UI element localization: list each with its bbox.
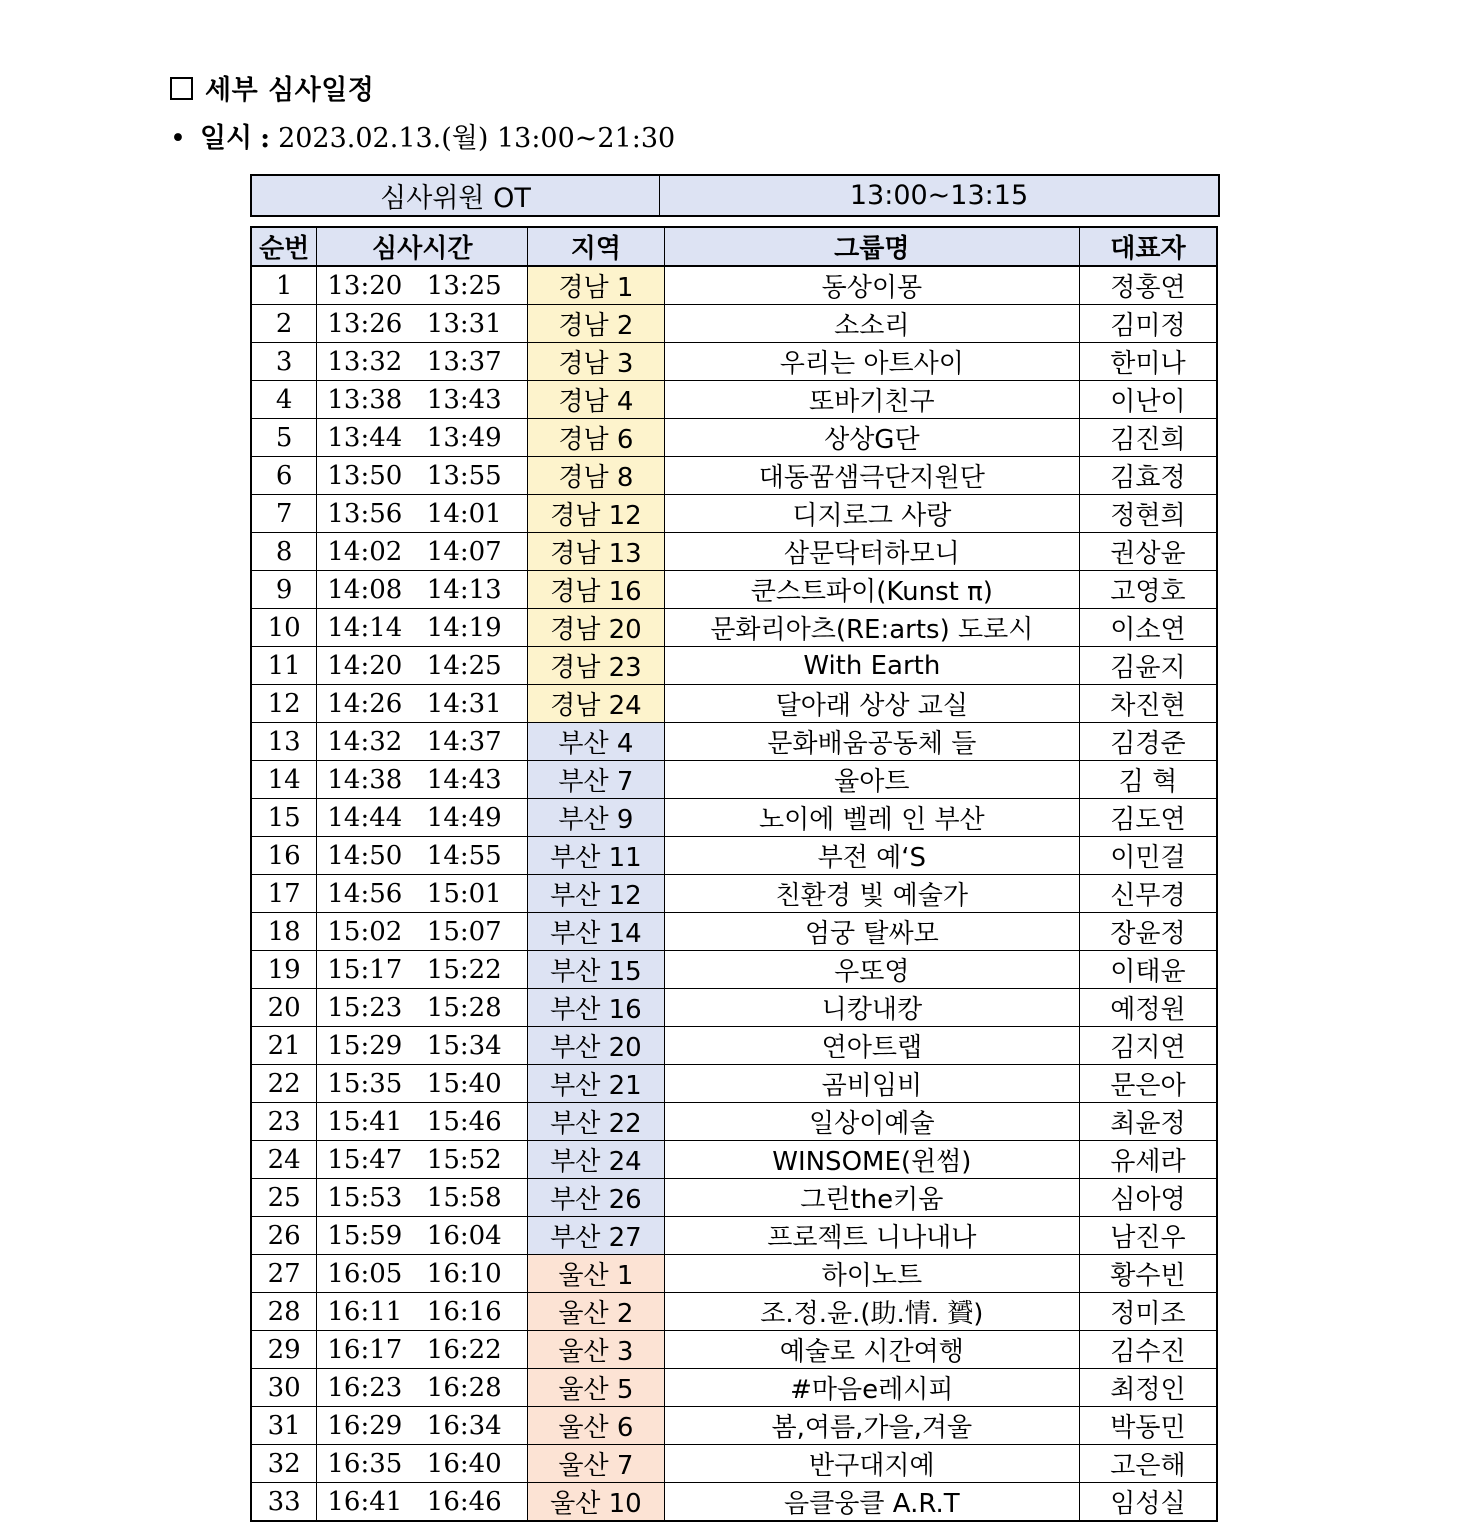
cell-representative: 김 혁 <box>1079 761 1217 799</box>
cell-region: 경남 3 <box>528 343 665 381</box>
cell-representative: 최윤정 <box>1079 1103 1217 1141</box>
cell-group-name: #마음e레시피 <box>664 1369 1079 1407</box>
cell-end-time: 15:28 <box>411 989 528 1027</box>
table-row <box>251 1141 1217 1179</box>
cell-region: 경남 4 <box>528 381 665 419</box>
table-row <box>251 913 1217 951</box>
cell-start-time: 16:29 <box>317 1407 411 1445</box>
cell-group-name: 예술로 시간여행 <box>664 1331 1079 1369</box>
cell-end-time: 13:49 <box>411 419 528 457</box>
cell-start-time: 15:23 <box>317 989 411 1027</box>
cell-start-time: 13:20 <box>317 266 411 305</box>
cell-group-name: 조.정.윤.(助.情. 贇) <box>664 1293 1079 1331</box>
cell-representative: 김지연 <box>1079 1027 1217 1065</box>
cell-start-time: 14:20 <box>317 647 411 685</box>
table-row <box>251 799 1217 837</box>
cell-end-time: 13:25 <box>411 266 528 305</box>
date-colon: : <box>260 123 271 154</box>
cell-region: 부산 14 <box>528 913 665 951</box>
cell-group-name: 친환경 빛 예술가 <box>664 875 1079 913</box>
cell-no: 24 <box>251 1141 317 1179</box>
cell-no: 33 <box>251 1483 317 1522</box>
table-row <box>251 1179 1217 1217</box>
cell-region: 부산 4 <box>528 723 665 761</box>
cell-representative: 권상윤 <box>1079 533 1217 571</box>
cell-no: 16 <box>251 837 317 875</box>
ot-row <box>251 175 1219 216</box>
cell-group-name: 노이에 벨레 인 부산 <box>664 799 1079 837</box>
table-row <box>251 266 1217 305</box>
table-row <box>251 457 1217 495</box>
cell-group-name: 봄,여름,가을,겨울 <box>664 1407 1079 1445</box>
cell-end-time: 14:19 <box>411 609 528 647</box>
cell-no: 2 <box>251 305 317 343</box>
cell-start-time: 14:08 <box>317 571 411 609</box>
col-header-rep: 대표자 <box>1079 227 1217 266</box>
cell-end-time: 14:01 <box>411 495 528 533</box>
cell-start-time: 14:26 <box>317 685 411 723</box>
cell-start-time: 16:17 <box>317 1331 411 1369</box>
cell-region: 부산 27 <box>528 1217 665 1255</box>
cell-region: 울산 7 <box>528 1445 665 1483</box>
cell-end-time: 14:31 <box>411 685 528 723</box>
cell-no: 10 <box>251 609 317 647</box>
col-header-time: 심사시간 <box>317 227 528 266</box>
table-row <box>251 1483 1217 1522</box>
date-value: 2023.02.13.(월) 13:00~21:30 <box>278 123 676 154</box>
date-line <box>170 116 675 155</box>
cell-no: 28 <box>251 1293 317 1331</box>
table-row <box>251 533 1217 571</box>
table-row <box>251 1445 1217 1483</box>
cell-representative: 이난이 <box>1079 381 1217 419</box>
cell-group-name: 대동꿈샘극단지원단 <box>664 457 1079 495</box>
ot-table <box>250 174 1220 217</box>
cell-start-time: 15:02 <box>317 913 411 951</box>
cell-region: 경남 1 <box>528 266 665 305</box>
cell-representative: 한미나 <box>1079 343 1217 381</box>
cell-region: 부산 16 <box>528 989 665 1027</box>
table-row <box>251 723 1217 761</box>
cell-start-time: 16:05 <box>317 1255 411 1293</box>
cell-start-time: 16:23 <box>317 1369 411 1407</box>
cell-region: 부산 9 <box>528 799 665 837</box>
cell-start-time: 13:26 <box>317 305 411 343</box>
cell-representative: 김윤지 <box>1079 647 1217 685</box>
table-row <box>251 1407 1217 1445</box>
cell-end-time: 15:22 <box>411 951 528 989</box>
cell-group-name: 프로젝트 니나내나 <box>664 1217 1079 1255</box>
cell-region: 울산 2 <box>528 1293 665 1331</box>
table-row <box>251 1331 1217 1369</box>
cell-end-time: 13:31 <box>411 305 528 343</box>
cell-end-time: 14:25 <box>411 647 528 685</box>
cell-start-time: 16:41 <box>317 1483 411 1522</box>
cell-region: 부산 12 <box>528 875 665 913</box>
cell-end-time: 13:55 <box>411 457 528 495</box>
cell-end-time: 15:34 <box>411 1027 528 1065</box>
cell-representative: 심아영 <box>1079 1179 1217 1217</box>
cell-no: 5 <box>251 419 317 457</box>
table-row <box>251 989 1217 1027</box>
cell-region: 부산 22 <box>528 1103 665 1141</box>
table-row <box>251 1255 1217 1293</box>
cell-representative: 고은해 <box>1079 1445 1217 1483</box>
table-row <box>251 343 1217 381</box>
cell-no: 17 <box>251 875 317 913</box>
table-row <box>251 609 1217 647</box>
cell-region: 경남 16 <box>528 571 665 609</box>
cell-region: 울산 6 <box>528 1407 665 1445</box>
cell-group-name: 그린the키움 <box>664 1179 1079 1217</box>
table-row <box>251 1369 1217 1407</box>
cell-start-time: 13:32 <box>317 343 411 381</box>
cell-region: 부산 11 <box>528 837 665 875</box>
cell-start-time: 14:32 <box>317 723 411 761</box>
cell-representative: 김진희 <box>1079 419 1217 457</box>
cell-representative: 이소연 <box>1079 609 1217 647</box>
cell-no: 27 <box>251 1255 317 1293</box>
cell-end-time: 16:34 <box>411 1407 528 1445</box>
cell-start-time: 13:56 <box>317 495 411 533</box>
cell-no: 3 <box>251 343 317 381</box>
cell-group-name: 엄궁 탈싸모 <box>664 913 1079 951</box>
cell-region: 부산 21 <box>528 1065 665 1103</box>
cell-start-time: 15:35 <box>317 1065 411 1103</box>
cell-start-time: 15:17 <box>317 951 411 989</box>
cell-no: 1 <box>251 266 317 305</box>
cell-group-name: 또바기친구 <box>664 381 1079 419</box>
cell-end-time: 14:13 <box>411 571 528 609</box>
cell-end-time: 14:55 <box>411 837 528 875</box>
cell-end-time: 15:01 <box>411 875 528 913</box>
cell-no: 30 <box>251 1369 317 1407</box>
table-row <box>251 761 1217 799</box>
cell-start-time: 14:02 <box>317 533 411 571</box>
cell-end-time: 15:52 <box>411 1141 528 1179</box>
cell-end-time: 16:28 <box>411 1369 528 1407</box>
cell-representative: 김경준 <box>1079 723 1217 761</box>
cell-no: 11 <box>251 647 317 685</box>
cell-no: 4 <box>251 381 317 419</box>
table-row <box>251 685 1217 723</box>
schedule-table <box>250 226 1218 1522</box>
cell-end-time: 14:37 <box>411 723 528 761</box>
cell-region: 부산 15 <box>528 951 665 989</box>
cell-end-time: 16:22 <box>411 1331 528 1369</box>
cell-group-name: 우리는 아트사이 <box>664 343 1079 381</box>
cell-start-time: 15:29 <box>317 1027 411 1065</box>
table-row <box>251 837 1217 875</box>
table-row <box>251 381 1217 419</box>
page-title <box>170 68 374 107</box>
cell-representative: 김효정 <box>1079 457 1217 495</box>
cell-group-name: 하이노트 <box>664 1255 1079 1293</box>
cell-representative: 김미정 <box>1079 305 1217 343</box>
cell-group-name: 소소리 <box>664 305 1079 343</box>
cell-no: 31 <box>251 1407 317 1445</box>
table-row <box>251 1027 1217 1065</box>
cell-end-time: 13:43 <box>411 381 528 419</box>
table-row <box>251 1103 1217 1141</box>
cell-group-name: 디지로그 사랑 <box>664 495 1079 533</box>
cell-start-time: 15:47 <box>317 1141 411 1179</box>
cell-group-name: 상상G단 <box>664 419 1079 457</box>
cell-representative: 문은아 <box>1079 1065 1217 1103</box>
cell-region: 경남 13 <box>528 533 665 571</box>
cell-group-name: 연아트랩 <box>664 1027 1079 1065</box>
cell-end-time: 16:10 <box>411 1255 528 1293</box>
cell-start-time: 15:53 <box>317 1179 411 1217</box>
table-row <box>251 875 1217 913</box>
cell-region: 경남 8 <box>528 457 665 495</box>
cell-group-name: 율아트 <box>664 761 1079 799</box>
cell-region: 부산 20 <box>528 1027 665 1065</box>
table-row <box>251 419 1217 457</box>
cell-end-time: 14:07 <box>411 533 528 571</box>
cell-group-name: 삼문닥터하모니 <box>664 533 1079 571</box>
cell-representative: 장윤정 <box>1079 913 1217 951</box>
ot-time: 13:00~13:15 <box>660 175 1220 216</box>
title-text: 세부 심사일정 <box>205 75 375 106</box>
cell-start-time: 14:14 <box>317 609 411 647</box>
cell-start-time: 13:50 <box>317 457 411 495</box>
cell-no: 20 <box>251 989 317 1027</box>
cell-group-name: 일상이예술 <box>664 1103 1079 1141</box>
cell-group-name: 쿤스트파이(Kunst π) <box>664 571 1079 609</box>
cell-region: 울산 5 <box>528 1369 665 1407</box>
cell-end-time: 14:49 <box>411 799 528 837</box>
cell-no: 8 <box>251 533 317 571</box>
cell-no: 18 <box>251 913 317 951</box>
cell-no: 14 <box>251 761 317 799</box>
cell-group-name: 부전 예‘S <box>664 837 1079 875</box>
cell-group-name: 반구대지예 <box>664 1445 1079 1483</box>
cell-group-name: 문화배움공동체 들 <box>664 723 1079 761</box>
cell-representative: 황수빈 <box>1079 1255 1217 1293</box>
cell-representative: 김수진 <box>1079 1331 1217 1369</box>
cell-group-name: WINSOME(윈썸) <box>664 1141 1079 1179</box>
cell-representative: 임성실 <box>1079 1483 1217 1522</box>
cell-region: 경남 23 <box>528 647 665 685</box>
cell-representative: 차진현 <box>1079 685 1217 723</box>
cell-region: 울산 1 <box>528 1255 665 1293</box>
cell-no: 19 <box>251 951 317 989</box>
cell-no: 7 <box>251 495 317 533</box>
cell-no: 22 <box>251 1065 317 1103</box>
cell-representative: 신무경 <box>1079 875 1217 913</box>
cell-no: 13 <box>251 723 317 761</box>
table-row <box>251 305 1217 343</box>
table-row <box>251 1217 1217 1255</box>
cell-start-time: 15:59 <box>317 1217 411 1255</box>
cell-end-time: 16:16 <box>411 1293 528 1331</box>
table-row <box>251 571 1217 609</box>
date-label: 일시 <box>199 123 253 154</box>
cell-no: 32 <box>251 1445 317 1483</box>
cell-region: 경남 12 <box>528 495 665 533</box>
table-header-row <box>251 227 1217 266</box>
cell-representative: 예정원 <box>1079 989 1217 1027</box>
table-row <box>251 1065 1217 1103</box>
cell-representative: 박동민 <box>1079 1407 1217 1445</box>
col-header-group: 그룹명 <box>664 227 1079 266</box>
cell-group-name: 음클웅클 A.R.T <box>664 1483 1079 1522</box>
cell-region: 경남 24 <box>528 685 665 723</box>
cell-end-time: 13:37 <box>411 343 528 381</box>
cell-representative: 최정인 <box>1079 1369 1217 1407</box>
cell-end-time: 16:40 <box>411 1445 528 1483</box>
cell-start-time: 14:38 <box>317 761 411 799</box>
cell-representative: 유세라 <box>1079 1141 1217 1179</box>
cell-representative: 이태윤 <box>1079 951 1217 989</box>
table-row <box>251 495 1217 533</box>
cell-no: 26 <box>251 1217 317 1255</box>
cell-region: 부산 26 <box>528 1179 665 1217</box>
cell-end-time: 15:07 <box>411 913 528 951</box>
cell-representative: 김도연 <box>1079 799 1217 837</box>
cell-region: 경남 6 <box>528 419 665 457</box>
cell-start-time: 16:35 <box>317 1445 411 1483</box>
cell-no: 23 <box>251 1103 317 1141</box>
col-header-region: 지역 <box>528 227 665 266</box>
cell-start-time: 16:11 <box>317 1293 411 1331</box>
cell-group-name: 문화리아츠(RE:arts) 도로시 <box>664 609 1079 647</box>
cell-region: 경남 2 <box>528 305 665 343</box>
cell-region: 부산 24 <box>528 1141 665 1179</box>
cell-no: 25 <box>251 1179 317 1217</box>
table-body <box>251 266 1217 1521</box>
cell-no: 6 <box>251 457 317 495</box>
cell-start-time: 13:38 <box>317 381 411 419</box>
checkbox-square-icon <box>170 77 193 100</box>
cell-group-name: 니캉내캉 <box>664 989 1079 1027</box>
cell-start-time: 14:56 <box>317 875 411 913</box>
cell-representative: 정홍연 <box>1079 266 1217 305</box>
table-row <box>251 647 1217 685</box>
cell-end-time: 15:58 <box>411 1179 528 1217</box>
cell-end-time: 15:40 <box>411 1065 528 1103</box>
cell-end-time: 14:43 <box>411 761 528 799</box>
table-row <box>251 1293 1217 1331</box>
cell-end-time: 16:46 <box>411 1483 528 1522</box>
cell-group-name: 곰비임비 <box>664 1065 1079 1103</box>
cell-no: 29 <box>251 1331 317 1369</box>
cell-group-name: 달아래 상상 교실 <box>664 685 1079 723</box>
cell-group-name: 우또영 <box>664 951 1079 989</box>
cell-representative: 고영호 <box>1079 571 1217 609</box>
bullet-icon: • <box>170 123 186 154</box>
cell-end-time: 16:04 <box>411 1217 528 1255</box>
cell-no: 12 <box>251 685 317 723</box>
cell-no: 21 <box>251 1027 317 1065</box>
cell-region: 경남 20 <box>528 609 665 647</box>
cell-end-time: 15:46 <box>411 1103 528 1141</box>
cell-representative: 남진우 <box>1079 1217 1217 1255</box>
cell-representative: 정현희 <box>1079 495 1217 533</box>
cell-region: 울산 3 <box>528 1331 665 1369</box>
ot-label: 심사위원 OT <box>251 175 660 216</box>
cell-start-time: 13:44 <box>317 419 411 457</box>
cell-start-time: 15:41 <box>317 1103 411 1141</box>
cell-no: 15 <box>251 799 317 837</box>
cell-start-time: 14:44 <box>317 799 411 837</box>
cell-representative: 정미조 <box>1079 1293 1217 1331</box>
cell-representative: 이민걸 <box>1079 837 1217 875</box>
table-row <box>251 951 1217 989</box>
cell-start-time: 14:50 <box>317 837 411 875</box>
cell-region: 울산 10 <box>528 1483 665 1522</box>
col-header-no: 순번 <box>251 227 317 266</box>
cell-group-name: With Earth <box>664 647 1079 685</box>
cell-group-name: 동상이몽 <box>664 266 1079 305</box>
cell-region: 부산 7 <box>528 761 665 799</box>
cell-no: 9 <box>251 571 317 609</box>
